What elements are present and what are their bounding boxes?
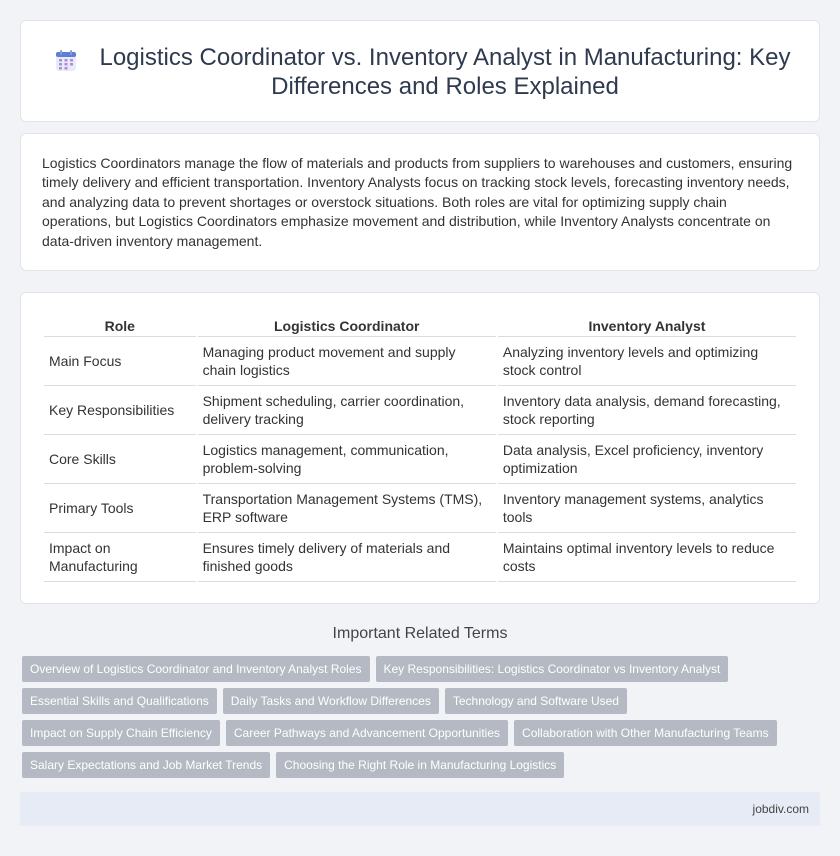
table-row: [44, 386, 796, 435]
comparison-table: [42, 315, 798, 582]
row-label: Primary Tools: [44, 484, 196, 533]
related-term-tag[interactable]: Daily Tasks and Workflow Differences: [223, 688, 439, 714]
inventory-cell: Data analysis, Excel proficiency, inventory optimization: [498, 435, 796, 484]
inventory-cell: Maintains optimal inventory levels to reduce costs: [498, 533, 796, 582]
related-term-tag[interactable]: Essential Skills and Qualifications: [22, 688, 217, 714]
related-term-tag[interactable]: Career Pathways and Advancement Opportunities: [226, 720, 508, 746]
header-inventory-analyst: Inventory Analyst: [498, 315, 796, 337]
related-term-tag[interactable]: Technology and Software Used: [445, 688, 627, 714]
table-row: [44, 484, 796, 533]
related-term-tag[interactable]: Choosing the Right Role in Manufacturing Logistics: [276, 752, 564, 778]
related-term-tag[interactable]: Salary Expectations and Job Market Trends: [22, 752, 270, 778]
logistics-cell: Transportation Management Systems (TMS), ERP software: [198, 484, 496, 533]
related-terms-list: [22, 656, 802, 784]
intro-card: [20, 133, 820, 271]
inventory-cell: Analyzing inventory levels and optimizing stock control: [498, 337, 796, 386]
logistics-cell: Shipment scheduling, carrier coordination, delivery tracking: [198, 386, 496, 435]
footer: [20, 792, 820, 826]
related-term-tag[interactable]: Impact on Supply Chain Efficiency: [22, 720, 220, 746]
logistics-cell: Ensures timely delivery of materials and finished goods: [198, 533, 496, 582]
header-logistics-coordinator: Logistics Coordinator: [198, 315, 496, 337]
row-label: Key Responsibilities: [44, 386, 196, 435]
row-label: Main Focus: [44, 337, 196, 386]
comparison-card: [20, 292, 820, 604]
related-term-tag[interactable]: Collaboration with Other Manufacturing Teams: [514, 720, 777, 746]
calendar-icon: [54, 49, 78, 73]
related-term-tag[interactable]: Key Responsibilities: Logistics Coordinator vs Inventory Analyst: [376, 656, 729, 682]
header-card: [20, 20, 820, 122]
page-title: Logistics Coordinator vs. Inventory Analyst in Manufacturing: Key Differences and Roles Explained: [99, 44, 791, 100]
table-row: [44, 337, 796, 386]
footer-site-link[interactable]: jobdiv.com: [752, 802, 809, 816]
row-label: Impact on Manufacturing: [44, 533, 196, 582]
table-row: [44, 533, 796, 582]
header-role: Role: [44, 315, 196, 337]
row-label: Core Skills: [44, 435, 196, 484]
intro-text: Logistics Coordinators manage the flow of materials and products from suppliers to warehouses and customers, ensuring timely delivery and efficient transportation. Inventory Analysts focus on tracking stock levels, forecasting inventory needs, and analyzing data to prevent shortages or overstock situations. Both roles are vital for optimizing supply chain operations, but Logistics Coordinators emphasize movement and distribution, while Inventory Analysts concentrate on data-driven inventory management.: [42, 155, 793, 249]
logistics-cell: Logistics management, communication, problem-solving: [198, 435, 496, 484]
related-term-tag[interactable]: Overview of Logistics Coordinator and Inventory Analyst Roles: [22, 656, 370, 682]
inventory-cell: Inventory management systems, analytics tools: [498, 484, 796, 533]
related-terms-title: Important Related Terms: [332, 625, 508, 642]
table-row: [44, 435, 796, 484]
table-header-row: [44, 315, 796, 337]
inventory-cell: Inventory data analysis, demand forecasting, stock reporting: [498, 386, 796, 435]
logistics-cell: Managing product movement and supply chain logistics: [198, 337, 496, 386]
